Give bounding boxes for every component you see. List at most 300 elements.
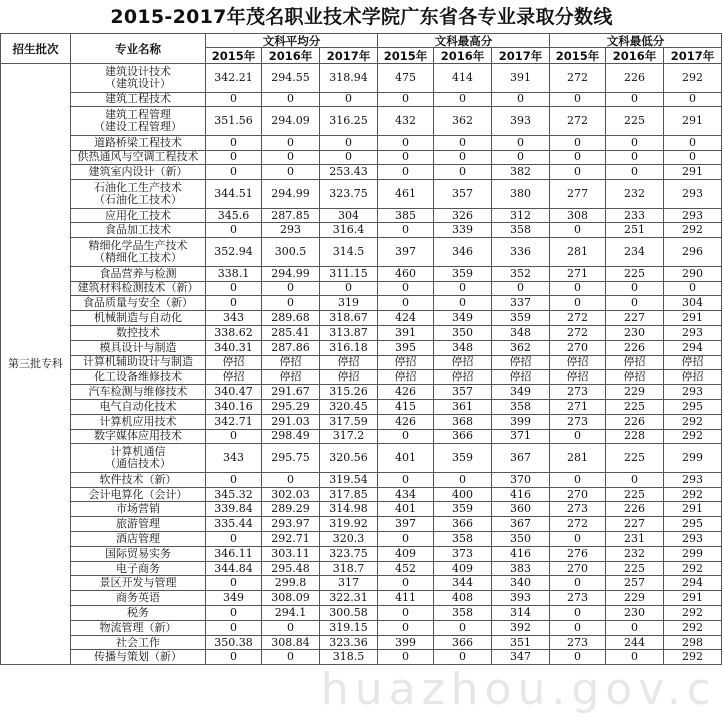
major-header: 专业名称 — [71, 34, 206, 64]
table-row — [1, 370, 722, 385]
score-cell: 0 — [550, 429, 606, 444]
major-name-cell — [71, 208, 206, 223]
score-cell: 400 — [434, 487, 492, 502]
major-name-cell — [71, 165, 206, 180]
score-cell: 346 — [434, 238, 492, 267]
score-cell: 357 — [434, 385, 492, 400]
score-cell: 0 — [606, 281, 664, 296]
score-cell: 0 — [262, 296, 320, 311]
score-cell: 0 — [206, 576, 262, 591]
score-cell: 289.68 — [262, 311, 320, 326]
table-row — [1, 281, 722, 296]
table-row — [1, 576, 722, 591]
score-cell: 0 — [434, 165, 492, 180]
score-cell: 367 — [492, 444, 550, 473]
score-cell: 312 — [492, 208, 550, 223]
score-cell: 0 — [606, 135, 664, 150]
score-cell: 0 — [206, 281, 262, 296]
score-cell: 351.56 — [206, 107, 262, 136]
score-cell: 227 — [606, 311, 664, 326]
score-cell: 314.98 — [320, 502, 378, 517]
score-cell: 0 — [206, 223, 262, 238]
table-row — [1, 532, 722, 547]
score-cell: 291.03 — [262, 414, 320, 429]
major-name-cell — [71, 576, 206, 591]
score-cell: 停招 — [206, 370, 262, 385]
score-cell: 397 — [378, 517, 434, 532]
major-name-line: 市场营销 — [116, 502, 160, 516]
group-header-max: 文科最高分 — [378, 34, 550, 48]
score-cell: 414 — [434, 64, 492, 93]
score-cell: 358 — [492, 223, 550, 238]
major-name-cell — [71, 150, 206, 165]
score-cell: 273 — [550, 635, 606, 650]
score-cell: 392 — [492, 620, 550, 635]
score-cell: 0 — [550, 92, 606, 107]
score-cell: 273 — [550, 591, 606, 606]
score-cell: 391 — [378, 325, 434, 340]
score-cell: 304 — [320, 208, 378, 223]
table-row — [1, 311, 722, 326]
score-cell: 停招 — [492, 355, 550, 370]
score-cell: 326 — [434, 208, 492, 223]
score-cell: 293 — [664, 532, 722, 547]
score-cell: 0 — [262, 135, 320, 150]
table-row — [1, 606, 722, 621]
table-row — [1, 414, 722, 429]
score-cell: 318.94 — [320, 64, 378, 93]
major-name-line: 应用化工技术 — [105, 208, 171, 222]
score-cell: 0 — [206, 150, 262, 165]
score-cell: 295.29 — [262, 399, 320, 414]
score-cell: 322.31 — [320, 591, 378, 606]
score-cell: 0 — [262, 150, 320, 165]
group-header-min: 文科最低分 — [550, 34, 722, 48]
score-cell: 349 — [434, 311, 492, 326]
score-cell: 348 — [434, 340, 492, 355]
major-name-cell — [71, 502, 206, 517]
score-cell: 350 — [492, 532, 550, 547]
score-cell: 停招 — [206, 355, 262, 370]
score-cell: 234 — [606, 238, 664, 267]
major-name-cell — [71, 591, 206, 606]
major-name-cell — [71, 606, 206, 621]
score-cell: 291 — [664, 502, 722, 517]
score-cell: 0 — [378, 165, 434, 180]
score-cell: 0 — [320, 135, 378, 150]
table-row — [1, 502, 722, 517]
table-row — [1, 355, 722, 370]
score-cell: 367 — [492, 517, 550, 532]
table-row — [1, 64, 722, 93]
score-cell: 停招 — [434, 355, 492, 370]
score-cell: 0 — [206, 620, 262, 635]
score-cell: 0 — [550, 576, 606, 591]
major-name-cell — [71, 561, 206, 576]
major-name-line: 计算机应用技术 — [99, 414, 177, 428]
score-cell: 294.55 — [262, 64, 320, 93]
table-row — [1, 399, 722, 414]
score-cell: 272 — [550, 517, 606, 532]
score-cell: 停招 — [664, 355, 722, 370]
score-cell: 339.84 — [206, 502, 262, 517]
score-cell: 0 — [262, 165, 320, 180]
score-cell: 340 — [492, 576, 550, 591]
score-cell: 320.56 — [320, 444, 378, 473]
major-name-line: 食品质量与安全（新） — [83, 296, 193, 310]
score-cell: 停招 — [606, 355, 664, 370]
score-cell: 270 — [550, 561, 606, 576]
score-cell: 225 — [606, 399, 664, 414]
score-cell: 291 — [664, 165, 722, 180]
year-header: 2017年 — [320, 48, 378, 64]
table-row — [1, 150, 722, 165]
score-cell: 401 — [378, 444, 434, 473]
score-cell: 416 — [492, 487, 550, 502]
major-name-cell — [71, 340, 206, 355]
score-cell: 0 — [550, 165, 606, 180]
major-name-cell — [71, 92, 206, 107]
score-cell: 397 — [378, 238, 434, 267]
score-cell: 0 — [378, 606, 434, 621]
batch-cell: 第三批专科 — [1, 64, 71, 665]
score-cell: 294 — [664, 340, 722, 355]
score-cell: 0 — [492, 150, 550, 165]
year-header: 2016年 — [606, 48, 664, 64]
score-cell: 293 — [664, 180, 722, 209]
score-cell: 0 — [434, 92, 492, 107]
score-cell: 0 — [434, 135, 492, 150]
major-name-line: 石油化工生产技术 — [94, 180, 182, 194]
score-cell: 226 — [606, 64, 664, 93]
score-cell: 339 — [434, 223, 492, 238]
score-cell: 393 — [492, 591, 550, 606]
major-name-cell — [71, 517, 206, 532]
score-cell: 停招 — [320, 370, 378, 385]
score-cell: 366 — [434, 517, 492, 532]
score-cell: 0 — [378, 472, 434, 487]
page-title: 2015-2017年茂名职业技术学院广东省各专业录取分数线 — [110, 6, 613, 28]
score-cell: 314.5 — [320, 238, 378, 267]
score-cell: 0 — [664, 281, 722, 296]
score-cell: 350 — [434, 325, 492, 340]
score-cell: 270 — [550, 487, 606, 502]
score-cell: 0 — [550, 223, 606, 238]
table-row — [1, 180, 722, 209]
score-cell: 0 — [378, 650, 434, 665]
score-cell: 停招 — [550, 355, 606, 370]
score-cell: 293 — [664, 325, 722, 340]
score-cell: 0 — [378, 296, 434, 311]
score-cell: 314 — [492, 606, 550, 621]
score-cell: 0 — [262, 650, 320, 665]
score-cell: 368 — [434, 414, 492, 429]
major-name-cell — [71, 311, 206, 326]
year-header: 2017年 — [492, 48, 550, 64]
major-name-line: 税务 — [127, 605, 149, 619]
score-cell: 停招 — [492, 370, 550, 385]
score-cell: 0 — [606, 150, 664, 165]
score-cell: 0 — [492, 135, 550, 150]
score-cell: 293.97 — [262, 517, 320, 532]
score-cell: 371 — [492, 429, 550, 444]
score-cell: 0 — [606, 296, 664, 311]
score-cell: 298 — [664, 635, 722, 650]
major-name-cell — [71, 620, 206, 635]
score-cell: 0 — [206, 135, 262, 150]
year-header: 2015年 — [378, 48, 434, 64]
year-header: 2015年 — [206, 48, 262, 64]
score-cell: 231 — [606, 532, 664, 547]
score-cell: 272 — [550, 325, 606, 340]
major-name-line: 机械制造与自动化 — [94, 311, 182, 325]
score-cell: 298.49 — [262, 429, 320, 444]
table-row — [1, 385, 722, 400]
score-cell: 225 — [606, 107, 664, 136]
score-cell: 291 — [664, 311, 722, 326]
table-row — [1, 238, 722, 267]
score-cell: 349 — [206, 591, 262, 606]
score-cell: 317.59 — [320, 414, 378, 429]
score-cell: 358 — [434, 606, 492, 621]
score-cell: 0 — [378, 92, 434, 107]
batch-header: 招生批次 — [1, 34, 71, 64]
major-name-cell — [71, 107, 206, 136]
score-cell: 345.6 — [206, 208, 262, 223]
score-cell: 273 — [550, 385, 606, 400]
major-name-line: 电子商务 — [116, 561, 160, 575]
score-cell: 359 — [492, 311, 550, 326]
score-cell: 411 — [378, 591, 434, 606]
score-cell: 0 — [550, 606, 606, 621]
score-cell: 399 — [378, 635, 434, 650]
major-name-cell — [71, 135, 206, 150]
score-cell: 225 — [606, 444, 664, 473]
score-cell: 340.47 — [206, 385, 262, 400]
table-row — [1, 325, 722, 340]
major-name-cell — [71, 385, 206, 400]
score-cell: 401 — [378, 502, 434, 517]
major-name-line: 旅游管理 — [116, 517, 160, 531]
major-name-line: 计算机辅助设计与制造 — [83, 355, 193, 369]
score-cell: 292 — [664, 561, 722, 576]
score-cell: 344.51 — [206, 180, 262, 209]
score-cell: 318.7 — [320, 561, 378, 576]
score-cell: 434 — [378, 487, 434, 502]
score-cell: 291 — [664, 107, 722, 136]
major-name-cell — [71, 487, 206, 502]
score-cell: 293 — [664, 385, 722, 400]
score-cell: 0 — [378, 223, 434, 238]
major-name-cell — [71, 266, 206, 281]
score-cell: 0 — [606, 92, 664, 107]
score-cell: 359 — [434, 266, 492, 281]
score-cell: 0 — [206, 92, 262, 107]
score-cell: 272 — [550, 311, 606, 326]
score-cell: 225 — [606, 487, 664, 502]
score-cell: 409 — [434, 561, 492, 576]
score-cell: 停招 — [320, 355, 378, 370]
score-cell: 0 — [664, 150, 722, 165]
score-cell: 415 — [378, 399, 434, 414]
major-name-cell — [71, 325, 206, 340]
score-cell: 停招 — [434, 370, 492, 385]
score-cell: 232 — [606, 546, 664, 561]
score-cell: 270 — [550, 340, 606, 355]
major-name-line: 供热通风与空调工程技术 — [77, 150, 199, 164]
score-cell: 340.31 — [206, 340, 262, 355]
major-name-line: 景区开发与管理 — [99, 576, 177, 590]
major-name-cell — [71, 532, 206, 547]
score-cell: 0 — [378, 532, 434, 547]
score-cell: 295.75 — [262, 444, 320, 473]
table-row — [1, 135, 722, 150]
score-cell: 342.71 — [206, 414, 262, 429]
score-cell: 350.38 — [206, 635, 262, 650]
score-cell: 0 — [550, 296, 606, 311]
score-cell: 366 — [434, 635, 492, 650]
major-name-line: 商务英语 — [116, 591, 160, 605]
score-cell: 317.2 — [320, 429, 378, 444]
score-cell: 323.75 — [320, 546, 378, 561]
major-name-line: 物流管理（新） — [99, 620, 177, 634]
score-cell: 0 — [606, 650, 664, 665]
score-cell: 0 — [206, 165, 262, 180]
score-cell: 475 — [378, 64, 434, 93]
score-cell: 271 — [550, 399, 606, 414]
admission-score-table — [0, 33, 722, 665]
score-cell: 0 — [664, 92, 722, 107]
major-name-cell — [71, 355, 206, 370]
major-name-line: 社会工作 — [116, 635, 160, 649]
score-cell: 292 — [664, 606, 722, 621]
score-cell: 424 — [378, 311, 434, 326]
table-row — [1, 223, 722, 238]
score-cell: 294.99 — [262, 180, 320, 209]
score-cell: 360 — [492, 502, 550, 517]
score-cell: 373 — [434, 546, 492, 561]
table-body — [1, 64, 722, 665]
major-name-line: 数字媒体应用技术 — [94, 429, 182, 443]
score-cell: 408 — [434, 591, 492, 606]
score-cell: 295.48 — [262, 561, 320, 576]
score-cell: 323.36 — [320, 635, 378, 650]
score-cell: 299.8 — [262, 576, 320, 591]
watermark: huazhou.gov.c — [320, 664, 717, 715]
table-row — [1, 635, 722, 650]
score-cell: 停招 — [378, 355, 434, 370]
major-name-cell — [71, 414, 206, 429]
score-cell: 352 — [492, 266, 550, 281]
score-cell: 315.26 — [320, 385, 378, 400]
score-cell: 385 — [378, 208, 434, 223]
score-cell: 399 — [492, 414, 550, 429]
score-cell: 287.86 — [262, 340, 320, 355]
score-cell: 228 — [606, 429, 664, 444]
group-header-avg: 文科平均分 — [206, 34, 378, 48]
score-cell: 0 — [550, 150, 606, 165]
score-cell: 232 — [606, 180, 664, 209]
score-cell: 0 — [320, 150, 378, 165]
score-cell: 281 — [550, 444, 606, 473]
score-cell: 292.71 — [262, 532, 320, 547]
score-cell: 308 — [550, 208, 606, 223]
score-cell: 276 — [550, 546, 606, 561]
score-cell: 0 — [664, 135, 722, 150]
major-name-line: 建筑设计技术 — [105, 64, 171, 78]
score-cell: 0 — [378, 281, 434, 296]
score-cell: 461 — [378, 180, 434, 209]
score-cell: 0 — [434, 296, 492, 311]
score-cell: 停招 — [378, 370, 434, 385]
score-cell: 318.67 — [320, 311, 378, 326]
year-header: 2016年 — [434, 48, 492, 64]
major-name-line: 软件技术（新） — [99, 472, 177, 486]
score-cell: 359 — [434, 502, 492, 517]
table-row — [1, 266, 722, 281]
score-cell: 0 — [378, 429, 434, 444]
major-name-cell — [71, 238, 206, 267]
score-cell: 320.45 — [320, 399, 378, 414]
score-cell: 226 — [606, 340, 664, 355]
major-name-line: （精细化工技术） — [94, 251, 182, 265]
score-cell: 319.92 — [320, 517, 378, 532]
score-cell: 362 — [434, 107, 492, 136]
score-cell: 281 — [550, 238, 606, 267]
major-name-line: 建筑室内设计（新） — [88, 165, 188, 179]
score-cell: 302.03 — [262, 487, 320, 502]
major-name-line: 化工设备维修技术 — [94, 370, 182, 384]
score-cell: 272 — [550, 64, 606, 93]
major-name-line: 道路桥梁工程技术 — [94, 135, 182, 149]
score-cell: 273 — [550, 414, 606, 429]
score-cell: 383 — [492, 561, 550, 576]
major-name-cell — [71, 223, 206, 238]
score-cell: 停招 — [664, 370, 722, 385]
score-cell: 0 — [550, 620, 606, 635]
score-cell: 0 — [262, 472, 320, 487]
major-name-line: 建筑工程技术 — [105, 92, 171, 106]
score-cell: 409 — [378, 546, 434, 561]
score-cell: 0 — [434, 650, 492, 665]
score-cell: 233 — [606, 208, 664, 223]
major-name-line: （通信技术） — [105, 457, 171, 471]
score-cell: 0 — [434, 620, 492, 635]
score-cell: 292 — [664, 620, 722, 635]
year-header: 2017年 — [664, 48, 722, 64]
major-name-line: 建筑工程管理 — [105, 108, 171, 122]
score-cell: 366 — [434, 429, 492, 444]
score-cell: 358 — [434, 532, 492, 547]
score-cell: 393 — [492, 107, 550, 136]
major-name-cell — [71, 180, 206, 209]
score-cell: 349 — [492, 385, 550, 400]
score-cell: 0 — [492, 92, 550, 107]
score-cell: 0 — [434, 281, 492, 296]
score-cell: 0 — [262, 281, 320, 296]
major-name-line: 食品营养与检测 — [99, 266, 177, 280]
major-name-line: （石油化工技术） — [94, 192, 182, 206]
score-cell: 313.87 — [320, 325, 378, 340]
score-cell: 347 — [492, 650, 550, 665]
score-cell: 273 — [550, 502, 606, 517]
score-cell: 344.84 — [206, 561, 262, 576]
score-cell: 300.5 — [262, 238, 320, 267]
score-cell: 0 — [378, 620, 434, 635]
score-cell: 359 — [434, 444, 492, 473]
major-name-cell — [71, 472, 206, 487]
major-name-cell — [71, 399, 206, 414]
